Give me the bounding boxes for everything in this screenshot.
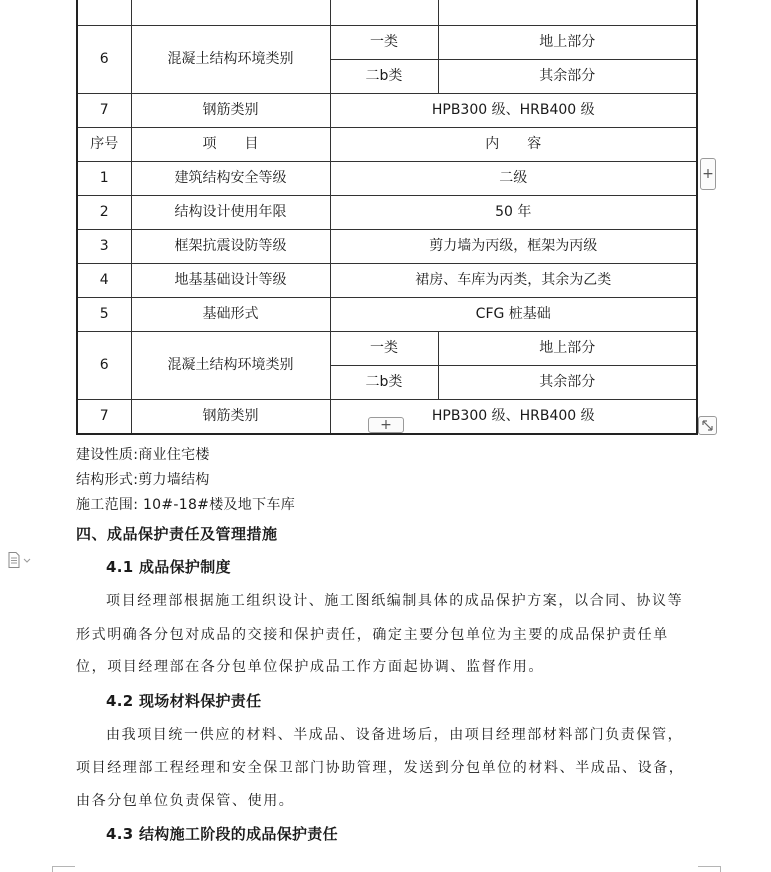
paragraph-line: 位，项目经理部在各分包单位保护成品工作方面起协调、监督作用。 xyxy=(76,659,544,675)
seq-cell: 5 xyxy=(77,298,131,332)
item-cell: 混凝土结构环境类别 xyxy=(131,26,330,94)
part-cell: 其余部分 xyxy=(438,60,697,94)
table-row xyxy=(77,332,697,366)
structure-form: 结构形式:剪力墙结构 xyxy=(76,472,210,488)
resize-arrows-icon xyxy=(699,417,716,434)
class-cell: 一类 xyxy=(330,332,438,366)
part-cell: 地上部分 xyxy=(438,26,697,60)
seq-cell: 1 xyxy=(77,162,131,196)
content-cell: 剪力墙为丙级，框架为丙级 xyxy=(330,230,697,264)
seq-cell: 3 xyxy=(77,230,131,264)
add-row-icon[interactable]: + xyxy=(368,417,404,433)
seq-cell: 6 xyxy=(77,332,131,400)
seq-cell: 2 xyxy=(77,196,131,230)
header-content: 内 容 xyxy=(330,128,697,162)
content-cell: CFG 桩基础 xyxy=(330,298,697,332)
header-item: 项 目 xyxy=(131,128,330,162)
table-row xyxy=(77,26,697,60)
add-column-icon[interactable]: + xyxy=(700,158,716,190)
content-cell: 50 年 xyxy=(330,196,697,230)
table-row xyxy=(77,298,697,332)
building-nature: 建设性质:商业住宅楼 xyxy=(76,447,210,463)
item-cell: 基础形式 xyxy=(131,298,330,332)
content-cell: HPB300 级、HRB400 级 xyxy=(330,94,697,128)
page-corner-mark xyxy=(698,866,721,872)
spec-table xyxy=(76,0,698,435)
seq-cell: 7 xyxy=(77,94,131,128)
seq-cell: 4 xyxy=(77,264,131,298)
table-header-row xyxy=(77,128,697,162)
part-cell: 其余部分 xyxy=(438,366,697,400)
table-row xyxy=(77,230,697,264)
seq-cell: 7 xyxy=(77,400,131,435)
table-row xyxy=(77,94,697,128)
item-cell: 钢筋类别 xyxy=(131,400,330,435)
item-cell: 混凝土结构环境类别 xyxy=(131,332,330,400)
content-cell: 裙房、车库为丙类，其余为乙类 xyxy=(330,264,697,298)
subsection-heading: 4.2 现场材料保护责任 xyxy=(106,692,262,710)
chevron-down-icon xyxy=(24,559,30,562)
part-cell: 地上部分 xyxy=(438,332,697,366)
paragraph-line: 项目经理部根据施工组织设计、施工图纸编制具体的成品保护方案，以合同、协议等 xyxy=(106,593,684,609)
class-cell: 二b类 xyxy=(330,60,438,94)
section-heading: 四、成品保护责任及管理措施 xyxy=(76,525,278,543)
class-cell: 一类 xyxy=(330,26,438,60)
item-cell: 框架抗震设防等级 xyxy=(131,230,330,264)
paragraph-line: 形式明确各分包对成品的交接和保护责任，确定主要分包单位为主要的成品保护责任单 xyxy=(76,627,669,643)
header-seq: 序号 xyxy=(77,128,131,162)
subsection-heading: 4.1 成品保护制度 xyxy=(106,558,231,576)
paragraph-line: 项目经理部工程经理和安全保卫部门协助管理，发送到分包单位的材料、半成品、设备， xyxy=(76,760,685,776)
seq-cell: 6 xyxy=(77,26,131,94)
paragraph-line: 由我项目统一供应的材料、半成品、设备进场后，由项目经理部材料部门负责保管， xyxy=(106,727,684,743)
resize-handle-icon[interactable] xyxy=(698,416,717,435)
class-cell: 二b类 xyxy=(330,366,438,400)
item-cell: 结构设计使用年限 xyxy=(131,196,330,230)
item-cell: 地基基础设计等级 xyxy=(131,264,330,298)
item-cell: 钢筋类别 xyxy=(131,94,330,128)
content-cell: HPB300 级、HRB400 级 xyxy=(330,400,697,435)
construction-scope: 施工范围: 10#-18#楼及地下车库 xyxy=(76,497,296,513)
page-corner-mark xyxy=(52,866,75,872)
document-icon[interactable] xyxy=(8,552,22,568)
table-row xyxy=(77,264,697,298)
table-row xyxy=(77,162,697,196)
paragraph-line: 由各分包单位负责保管、使用。 xyxy=(76,793,295,809)
table-row xyxy=(77,0,697,26)
content-cell: 二级 xyxy=(330,162,697,196)
table-row xyxy=(77,196,697,230)
subsection-heading: 4.3 结构施工阶段的成品保护责任 xyxy=(106,825,338,843)
item-cell: 建筑结构安全等级 xyxy=(131,162,330,196)
